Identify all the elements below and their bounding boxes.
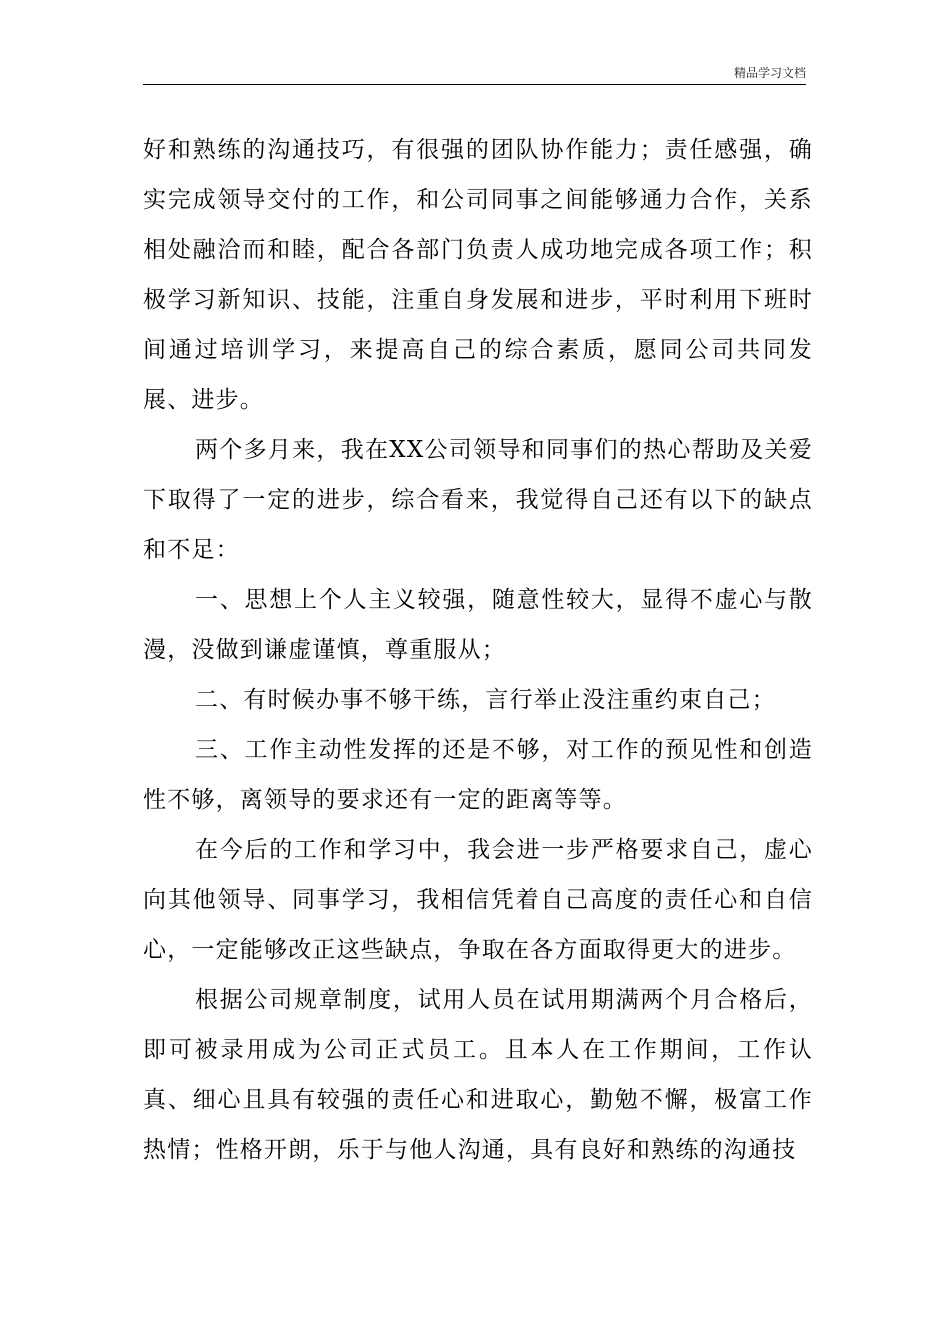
paragraph: 一、思想上个人主义较强，随意性较大，显得不虚心与散漫，没做到谦虚谨慎，尊重服从； [143,587,813,663]
paragraph: 二、有时候办事不够干练，言行举止没注重约束自己； [195,687,776,713]
paragraph: 根据公司规章制度，试用人员在试用期满两个月合格后，即可被录用成为公司正式员工。且本人在工作期间，工作认真、细心且具有较强的责任心和进取心，勤勉不懈，极富工作热情；性格开朗，乐于与他人沟通，具有良好和熟练的沟通技 [143,987,813,1163]
document-body [143,125,813,1175]
page-header [143,64,806,85]
paragraph: 在今后的工作和学习中，我会进一步严格要求自己，虚心向其他领导、同事学习，我相信凭着自己高度的责任心和自信心，一定能够改正这些缺点，争取在各方面取得更大的进步。 [143,837,813,963]
paragraph: 好和熟练的沟通技巧，有很强的团队协作能力；责任感强，确实完成领导交付的工作，和公司同事之间能够通力合作，关系相处融洽而和睦，配合各部门负责人成功地完成各项工作；积极学习新知识、技能，注重自身发展和进步，平时利用下班时间通过培训学习，来提高自己的综合素质，愿同公司共同发展、进步。 [143,137,813,413]
paragraph: 两个多月来，我在XX公司领导和同事们的热心帮助及关爱下取得了一定的进步，综合看来，我觉得自己还有以下的缺点和不足： [143,437,813,563]
paragraph: 三、工作主动性发挥的还是不够，对工作的预见性和创造性不够，离领导的要求还有一定的距离等等。 [143,737,813,813]
header-title: 精品学习文档 [733,66,806,80]
